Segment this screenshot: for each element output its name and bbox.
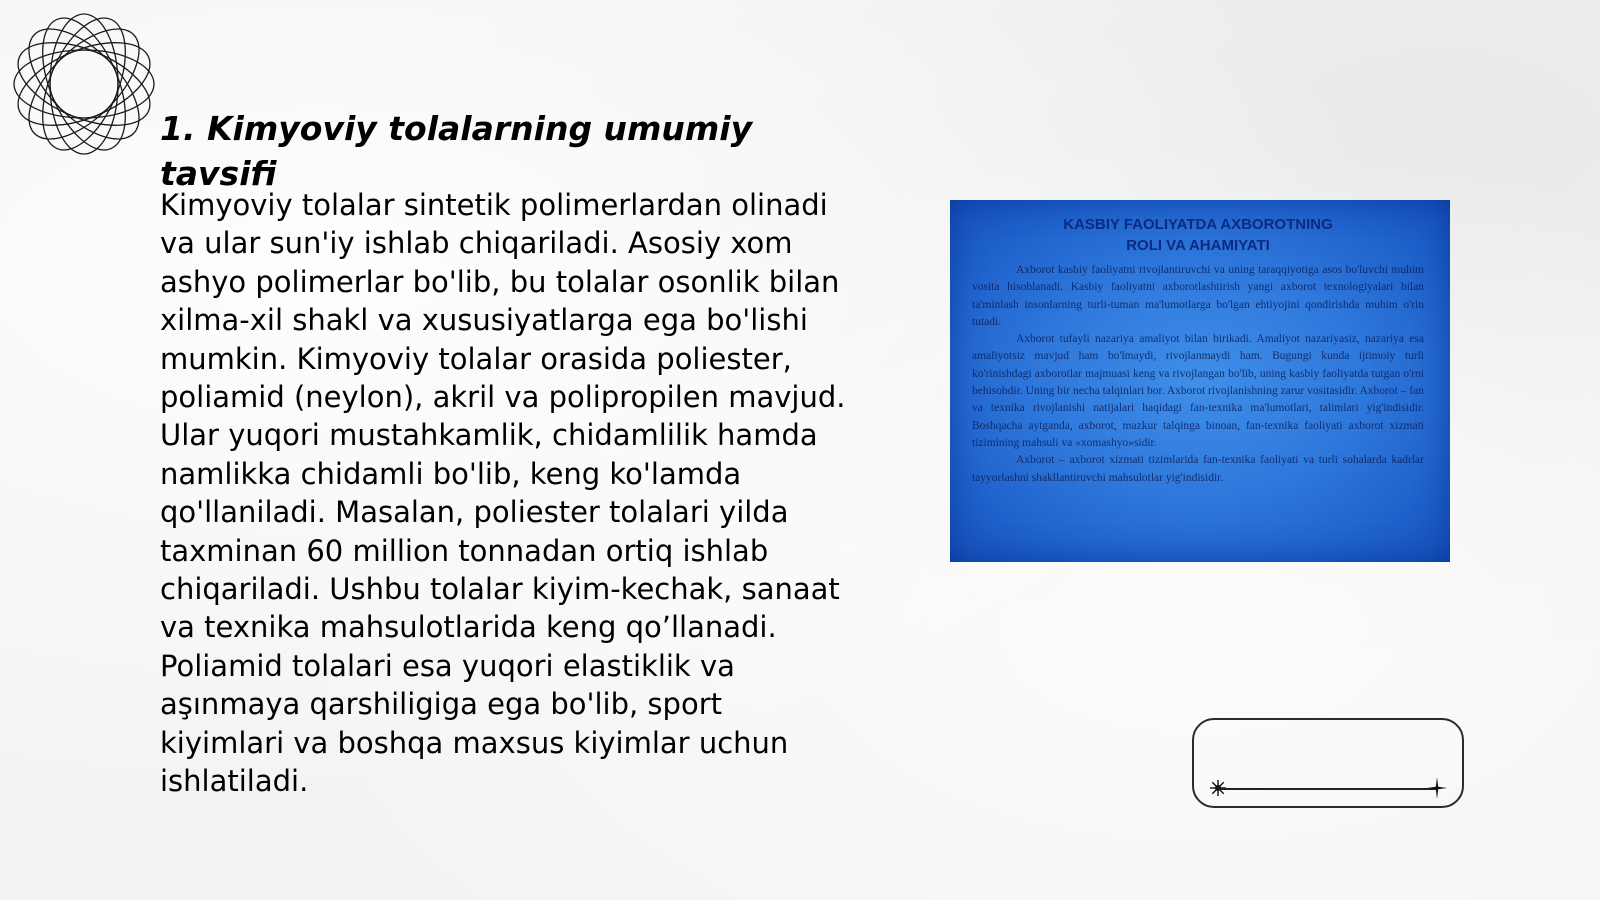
navigation-box[interactable] <box>1192 718 1464 808</box>
document-heading <box>972 214 1424 256</box>
document-heading-line2: ROLI VA AHAMIYATI <box>1126 237 1270 254</box>
document-heading-line1: KASBIY FAOLIYATDA AXBOROTNING <box>1063 216 1333 233</box>
slide-title: 1. Kimyoviy tolalarning umumiy tavsifi <box>160 109 753 193</box>
document-paragraph: Axborot tufayli nazariya amaliyot bilan birikadi. Amaliyot nazariyasiz, nazariya esa amaliyotsiz mavjud ham bo'lmaydi, rivojlanmaydi ham. Bugungi kunda ijtimoiy turli ko'rinishdagi axborotlar majmuasi keng va rivojlangan bo'lib, uning kasbiy faoliyatda tutgan o'rni behisobdir. Uning bir necha talqinlari bor. Axborot rivojlanishning zarur vositasidir. Axborot – fan va texnika rivojlanishi natijalari haqidagi fan-texnika ma'lumotlari, talimlari yig'indisidir. Boshqacha aytganda, axborot, mazkur talqinga binoan, fan-texnika faoliyati axborot xizmati tizimining mahsuli va «xomashyo»sidir. <box>972 333 1424 449</box>
navigation-line <box>1218 788 1438 790</box>
document-paragraph: Axborot – axborot xizmati tizimlarida fan-texnika faoliyati va turli sohalarda kadrlar tayyorlashni shakllantiruvchi mahsulotlar yig'indisidir. <box>972 454 1424 484</box>
four-point-star-icon <box>1426 776 1448 800</box>
document-image <box>950 200 1450 562</box>
slide-body-text: Kimyoviy tolalar sintetik polimerlardan olinadi va ular sun'iy ishlab chiqariladi. Asosiy xom ashyo polimerlar bo'lib, bu tolalar osonlik bilan xilma-xil shakl va xususiyatlarga ega bo'lishi mumkin. Kimyoviy tolalar orasida poliester, poliamid (neylon), akril va polipropilen mavjud. Ular yuqori mustahkamlik, chidamlilik hamda namlikka chidamli bo'lib, keng ko'lamda qo'llaniladi. Masalan, poliester tolalari yilda taxminan 60 million tonnadan ortiq ishlab chiqariladi. Ushbu tolalar kiyim-kechak, sanaat va texnika mahsulotlarida keng qo’llanadi. Poliamid tolalari esa yuqori elastiklik va aşınmaya qarshiligiga ega bo'lib, sport kiyimlari va boshqa maxsus kiyimlar uchun ishlatiladi. <box>160 188 846 799</box>
document-paragraph: Axborot kasbiy faoliyatni rivojlantiruvchi va uning taraqqiyotiga asos bo'luvchi muhim vosita hisoblanadi. Kasbiy faoliyatni axborotlashtirish yangi axborot texnologiyalari bilan ta'minlash insonlarning turli-tuman ma'lumotlarga bo'lgan ehtiyojini qondirishda muhim o'rin tutadi. <box>972 264 1424 328</box>
geometric-circle-pattern-icon <box>10 10 158 158</box>
